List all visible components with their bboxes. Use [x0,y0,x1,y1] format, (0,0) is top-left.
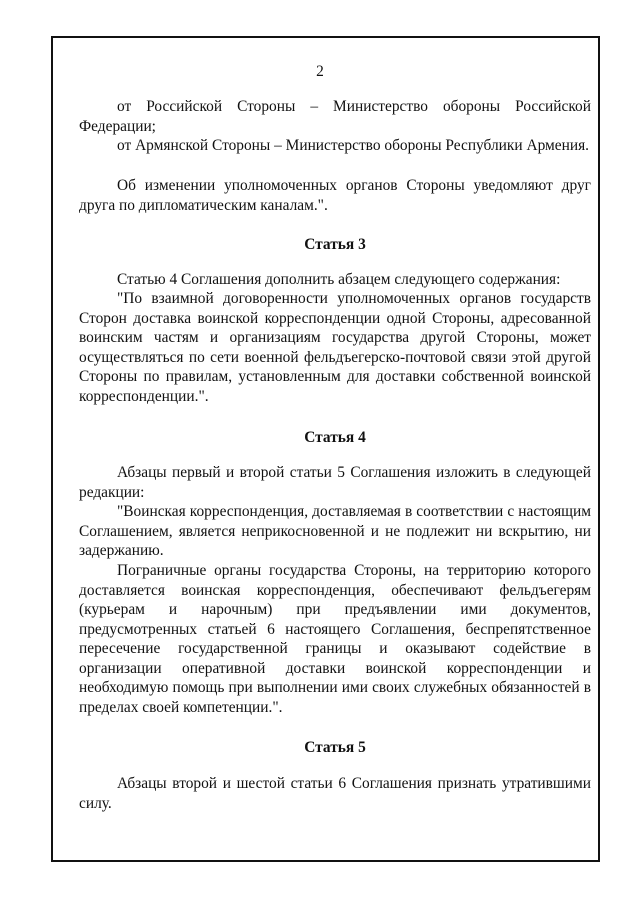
article-5-heading: Статья 5 [304,739,366,756]
article-4-paragraph-1: Абзацы первый и второй статьи 5 Соглашения изложить в следующей редакции: [79,464,591,501]
article-3-paragraph-1: Статью 4 Соглашения дополнить абзацем следующего содержания: [117,271,561,288]
article-3-paragraph-2: "По взаимной договоренности уполномоченных органов государств Сторон доставка воинской корреспонденции одной Стороны, адресованной воинским частям и организациям государства другой Стороны, может осуществляться по сети военной фельдъегерско-почтовой связи этой другой Стороны по правилам, установленным для доставки собственной воинской корреспонденции.". [79,290,591,405]
article-5-paragraph-1: Абзацы второй и шестой статьи 6 Соглашения признать утратившими силу. [79,775,591,812]
article-4-heading: Статья 4 [304,429,366,446]
page-number: 2 [316,63,324,80]
article-4-paragraph-3: Пограничные органы государства Стороны, на территорию которого доставляется воинская корреспонденция, обеспечивают фельдъегерям (курьерам и нарочным) при предъявлении ими документов, предусмотренных статьей 6 настоящего Соглашения, беспрепятственное пересечение государственной границы и оказывают содействие в организации оперативной доставки воинской корреспонденции и необходимую помощь при выполнении ими своих служебных обязанностей в пределах своей компетенции.". [79,562,591,716]
block1-paragraph-3: Об изменении уполномоченных органов Стороны уведомляют друг друга по дипломатическим каналам.". [79,177,591,214]
article-4-paragraph-2: "Воинская корреспонденция, доставляемая в соответствии с настоящим Соглашением, является неприкосновенной и не подлежит ни вскрытию, ни задержанию. [79,503,591,559]
block1-paragraph-2: от Армянской Стороны – Министерство обороны Республики Армения. [117,137,590,154]
block1-paragraph-1: от Российской Стороны – Министерство обороны Российской Федерации; [79,98,591,135]
article-3-heading: Статья 3 [304,236,366,253]
